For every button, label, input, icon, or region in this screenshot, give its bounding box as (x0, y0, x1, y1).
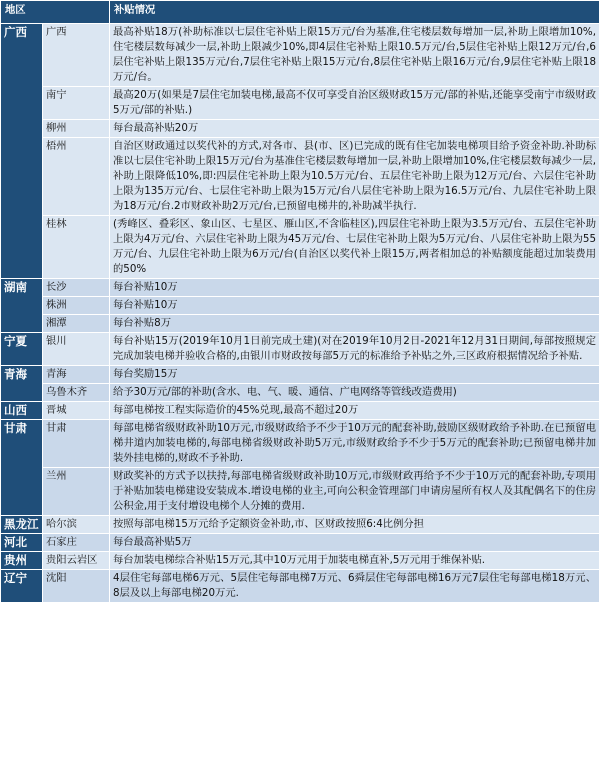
city-cell: 石家庄 (43, 534, 110, 552)
subsidy-cell: 按照每部电梯15万元给予定额资金补助,市、区财政按照6:4比例分担 (110, 516, 600, 534)
province-cell: 广西 (1, 24, 43, 279)
table-row (1, 420, 600, 468)
city-cell: 湘潭 (43, 315, 110, 333)
city-cell: 桂林 (43, 216, 110, 279)
city-cell: 青海 (43, 366, 110, 384)
city-cell: 兰州 (43, 468, 110, 516)
city-cell: 晋城 (43, 402, 110, 420)
province-cell: 甘肃 (1, 420, 43, 516)
city-cell: 哈尔滨 (43, 516, 110, 534)
table-row (1, 216, 600, 279)
subsidy-cell: 每台最高补贴5万 (110, 534, 600, 552)
table-row (1, 297, 600, 315)
header-region: 地区 (1, 1, 110, 24)
province-cell: 山西 (1, 402, 43, 420)
table-row (1, 138, 600, 216)
subsidy-cell: 财政奖补的方式予以扶持,每部电梯省级财政补助10万元,市级财政再给予不少于10万元的配套补助,专项用于补贴加装电梯建设安装成本.增设电梯的业主,可向公积金管理部门申请房屋所有权人及其配偶名下的住房公积金,用于支付增设电梯个人分摊的费用. (110, 468, 600, 516)
province-cell: 河北 (1, 534, 43, 552)
subsidy-cell: 每台补贴15万(2019年10月1日前完成土建)(对在2019年10月2日-2021年12月31日期间,每部按照规定完成加装电梯并验收合格的,由银川市财政按每部5万元的标准给予补贴之外,三区政府根据情况给予补贴. (110, 333, 600, 366)
city-cell: 柳州 (43, 120, 110, 138)
province-cell: 辽宁 (1, 570, 43, 603)
table-row (1, 402, 600, 420)
subsidy-cell: (秀峰区、叠彩区、象山区、七星区、雁山区,不含临桂区),四层住宅补助上限为3.5万元/台、五层住宅补助上限为4万元/台、六层住宅补助上限为45万元/台、七层住宅补助上限为5万元/台、八层住宅补助上限为55万元/台、九层住宅补助上限为6万元/台(自治区以奖代补上限15万,两者相加总的补贴额度能超过加装费用的50% (110, 216, 600, 279)
table-row (1, 315, 600, 333)
subsidy-cell: 每台奖励15万 (110, 366, 600, 384)
subsidy-cell: 每台补贴10万 (110, 279, 600, 297)
subsidy-cell: 每台加装电梯综合补贴15万元,其中10万元用于加装电梯直补,5万元用于维保补贴. (110, 552, 600, 570)
subsidy-cell: 4层住宅每部电梯6万元、5层住宅每部电梯7万元、6舜层住宅每部电梯16万元7层住宅每部电梯18万元、8层及以上每部电梯20万元. (110, 570, 600, 603)
province-cell: 宁夏 (1, 333, 43, 366)
subsidy-cell: 每部电梯省级财政补助10万元,市级财政给予不少于10万元的配套补助,鼓励区级财政给予补助.在已预留电梯井道内加装电梯的,每部电梯省级财政补助5万元,市级财政给予不少于5万元的配套补助;已预留电梯井加装外挂电梯的,财政不予补助. (110, 420, 600, 468)
city-cell: 银川 (43, 333, 110, 366)
city-cell: 沈阳 (43, 570, 110, 603)
table-body (1, 24, 600, 603)
header-subsidy: 补贴情况 (110, 1, 600, 24)
subsidy-cell: 每台补贴10万 (110, 297, 600, 315)
table-row (1, 279, 600, 297)
subsidy-cell: 每台补贴8万 (110, 315, 600, 333)
table-row (1, 24, 600, 87)
city-cell: 南宁 (43, 87, 110, 120)
province-cell: 黑龙江 (1, 516, 43, 534)
table-row (1, 120, 600, 138)
table-row (1, 516, 600, 534)
city-cell: 广西 (43, 24, 110, 87)
city-cell: 梧州 (43, 138, 110, 216)
city-cell: 甘肃 (43, 420, 110, 468)
city-cell: 株洲 (43, 297, 110, 315)
table-row (1, 87, 600, 120)
subsidy-cell: 每台最高补贴20万 (110, 120, 600, 138)
table-row (1, 552, 600, 570)
province-cell: 贵州 (1, 552, 43, 570)
province-cell: 湖南 (1, 279, 43, 333)
table-row (1, 333, 600, 366)
subsidy-cell: 最高补贴18万(补助标准以七层住宅补贴上限15万元/台为基准,住宅楼层数每增加一层,补助上限增加10%,住宅楼层数每减少一层,补助上限减少10%,即4层住宅补贴上限10.5万元/台,5层住宅补贴上限12万元/台,6层住宅补贴上限135万元/台,7层住宅补贴上限15万元/台,8层住宅补贴上限16万元/台,9层住宅补贴上限18万元/台。 (110, 24, 600, 87)
subsidy-cell: 自治区财政通过以奖代补的方式,对各市、县(市、区)已完成的既有住宅加装电梯项目给予资金补助.补助标准以七层住宅补助上限15万元/台为基准住宅楼层数每增加一层,补助上限增加10%,住宅楼层数每减少一层,补助上限降低10%,即:四层住宅补助上限为10.5万元/台、五层住宅补助上限为12万元/台、六层住宅补助上限为135万元/台、七层住宅补助上限为15万元/台八层住宅补助上限为16.5万元/台、九层住宅补助上限为18万元/台.2市财政补助2万元/台,已预留电梯井的,补助减半执行. (110, 138, 600, 216)
header-row (1, 1, 600, 24)
city-cell: 贵阳云岩区 (43, 552, 110, 570)
subsidy-cell: 最高20万(如果是7层住宅加装电梯,最高不仅可享受自治区级财政15万元/部的补贴,还能享受南宁市级财政5万元/部的补贴.) (110, 87, 600, 120)
table-row (1, 468, 600, 516)
city-cell: 长沙 (43, 279, 110, 297)
table-row (1, 366, 600, 384)
subsidy-cell: 给予30万元/部的补助(含水、电、气、暖、通信、广电网络等管线改造费用) (110, 384, 600, 402)
table-row (1, 570, 600, 603)
subsidy-cell: 每部电梯按工程实际造价的45%兑现,最高不超过20万 (110, 402, 600, 420)
province-cell: 青海 (1, 366, 43, 402)
table-row (1, 534, 600, 552)
table-row (1, 384, 600, 402)
city-cell: 乌鲁木齐 (43, 384, 110, 402)
